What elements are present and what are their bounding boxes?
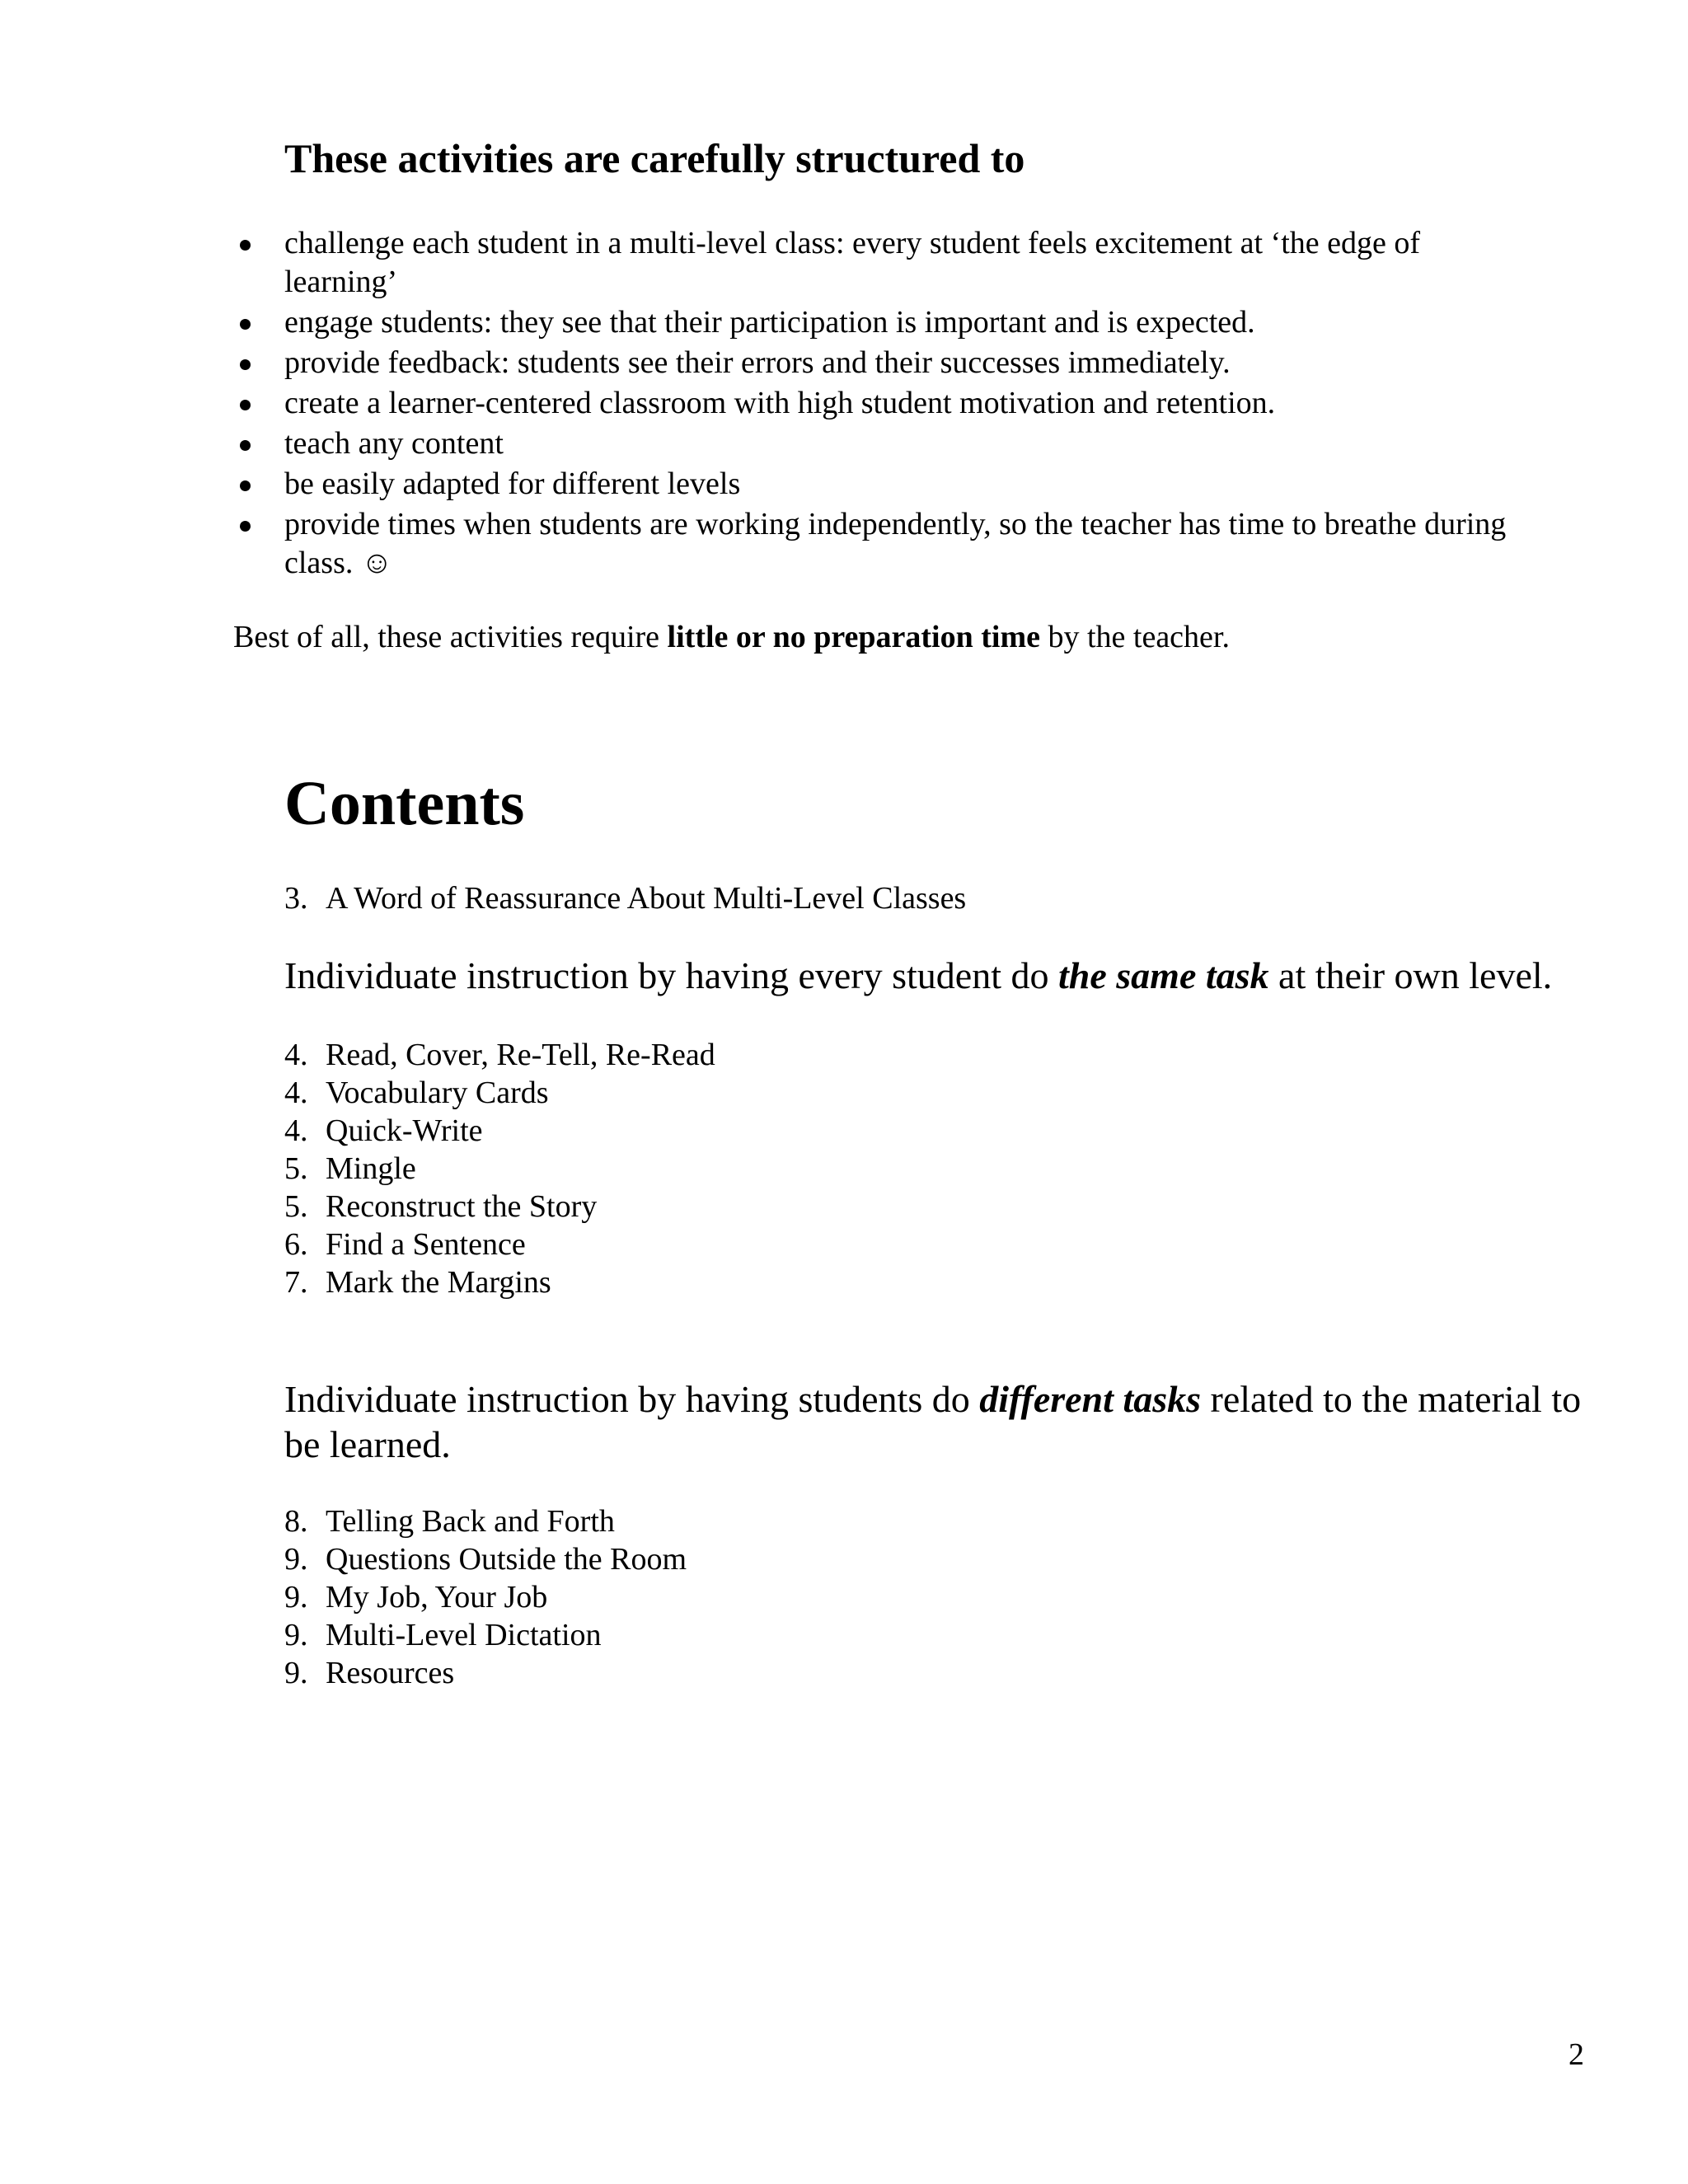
- toc-item-label: Vocabulary Cards: [326, 1076, 549, 1110]
- bullet-icon: [240, 319, 251, 330]
- toc-item-label: Quick-Write: [326, 1113, 483, 1148]
- toc-page-number: 9.: [284, 1618, 308, 1652]
- section-heading-text-end: related to the material to be learned.: [284, 1378, 1582, 1465]
- section-heading-emphasis: the same task: [1057, 954, 1269, 996]
- toc-item-label: A Word of Reassurance About Multi-Level Classes: [326, 881, 967, 916]
- list-item: [233, 344, 1519, 382]
- toc-page-number: 8.: [284, 1504, 308, 1539]
- list-item-text: provide feedback: students see their errors and their successes immediately.: [284, 345, 1231, 380]
- toc-page-number: 9.: [284, 1542, 308, 1577]
- toc-page-number: 6.: [284, 1227, 308, 1262]
- bullet-icon: [240, 521, 251, 532]
- toc-page-number: 5.: [284, 1151, 308, 1186]
- list-item: [233, 224, 1519, 302]
- toc-page-number: 9.: [284, 1656, 308, 1690]
- bullet-icon: [240, 359, 251, 370]
- toc-page-number: 5.: [284, 1189, 308, 1224]
- list-item-text: engage students: they see that their participation is important and is expected.: [284, 305, 1255, 340]
- same-task-section-heading: [284, 953, 1620, 998]
- list-item-text: create a learner-centered classroom with high student motivation and retention.: [284, 386, 1276, 420]
- section-heading-text-start: Individuate instruction by having every student do: [284, 954, 1058, 996]
- toc-item-label: Find a Sentence: [326, 1227, 526, 1262]
- toc-item: [284, 879, 966, 917]
- same-task-toc-list: [284, 1036, 715, 1301]
- list-item-text: challenge each student in a multi-level class: every student feels excitement at ‘the edge of learning’: [284, 226, 1421, 299]
- toc-item: [284, 1654, 687, 1692]
- toc-item-label: Multi-Level Dictation: [326, 1618, 602, 1652]
- intro-heading: These activities are carefully structured to: [284, 135, 1025, 181]
- page-number: 2: [1568, 2037, 1584, 2072]
- toc-item: [284, 1502, 687, 1540]
- section-heading-text-start: Individuate instruction by having students do: [284, 1378, 980, 1420]
- toc-page-number: 9.: [284, 1580, 308, 1615]
- toc-item: [284, 1150, 715, 1188]
- summary-text-start: Best of all, these activities require: [233, 620, 668, 654]
- list-item-text: teach any content: [284, 426, 504, 461]
- toc-page-number: 4.: [284, 1076, 308, 1110]
- toc-item: [284, 1226, 715, 1263]
- bullet-icon: [240, 480, 251, 491]
- list-item: [233, 505, 1519, 583]
- toc-item: [284, 1578, 687, 1616]
- list-item: [233, 303, 1519, 342]
- toc-item: [284, 1616, 687, 1654]
- list-item: [233, 465, 1519, 504]
- toc-page-number: 4.: [284, 1113, 308, 1148]
- toc-item-label: Read, Cover, Re-Tell, Re-Read: [326, 1038, 715, 1072]
- toc-item: [284, 1074, 715, 1112]
- toc-item-label: Telling Back and Forth: [326, 1504, 615, 1539]
- section-heading-text-end: at their own level.: [1268, 954, 1553, 996]
- toc-item-label: Resources: [326, 1656, 455, 1690]
- toc-item-label: Mingle: [326, 1151, 416, 1186]
- toc-item: [284, 1036, 715, 1074]
- list-item: [233, 424, 1519, 463]
- toc-item-label: Questions Outside the Room: [326, 1542, 687, 1577]
- toc-item: [284, 1188, 715, 1226]
- summary-paragraph: [233, 616, 1230, 658]
- section-heading-emphasis: different tasks: [979, 1378, 1202, 1420]
- list-item: [233, 384, 1519, 423]
- benefits-list: [233, 224, 1519, 584]
- toc-page-number: 4.: [284, 1038, 308, 1072]
- toc-item-label: Mark the Margins: [326, 1265, 551, 1300]
- list-item-text: provide times when students are working independently, so the teacher has time to breathe during class. ☺: [284, 507, 1507, 580]
- bullet-icon: [240, 240, 251, 251]
- toc-item: [284, 1112, 715, 1150]
- summary-text-end: by the teacher.: [1039, 620, 1230, 654]
- list-item-text: be easily adapted for different levels: [284, 466, 741, 501]
- bullet-icon: [240, 440, 251, 451]
- toc-page-number: 7.: [284, 1265, 308, 1300]
- toc-item: [284, 1540, 687, 1578]
- toc-item: [284, 1263, 715, 1301]
- toc-item-label: Reconstruct the Story: [326, 1189, 598, 1224]
- bullet-icon: [240, 400, 251, 410]
- toc-item-label: My Job, Your Job: [326, 1580, 548, 1615]
- toc-page-number: 3.: [284, 881, 308, 916]
- contents-title: Contents: [284, 769, 525, 838]
- summary-bold-text: little or no preparation time: [667, 620, 1040, 654]
- toc-intro-list: [284, 879, 966, 917]
- different-tasks-section-heading: [284, 1376, 1620, 1467]
- different-tasks-toc-list: [284, 1502, 687, 1692]
